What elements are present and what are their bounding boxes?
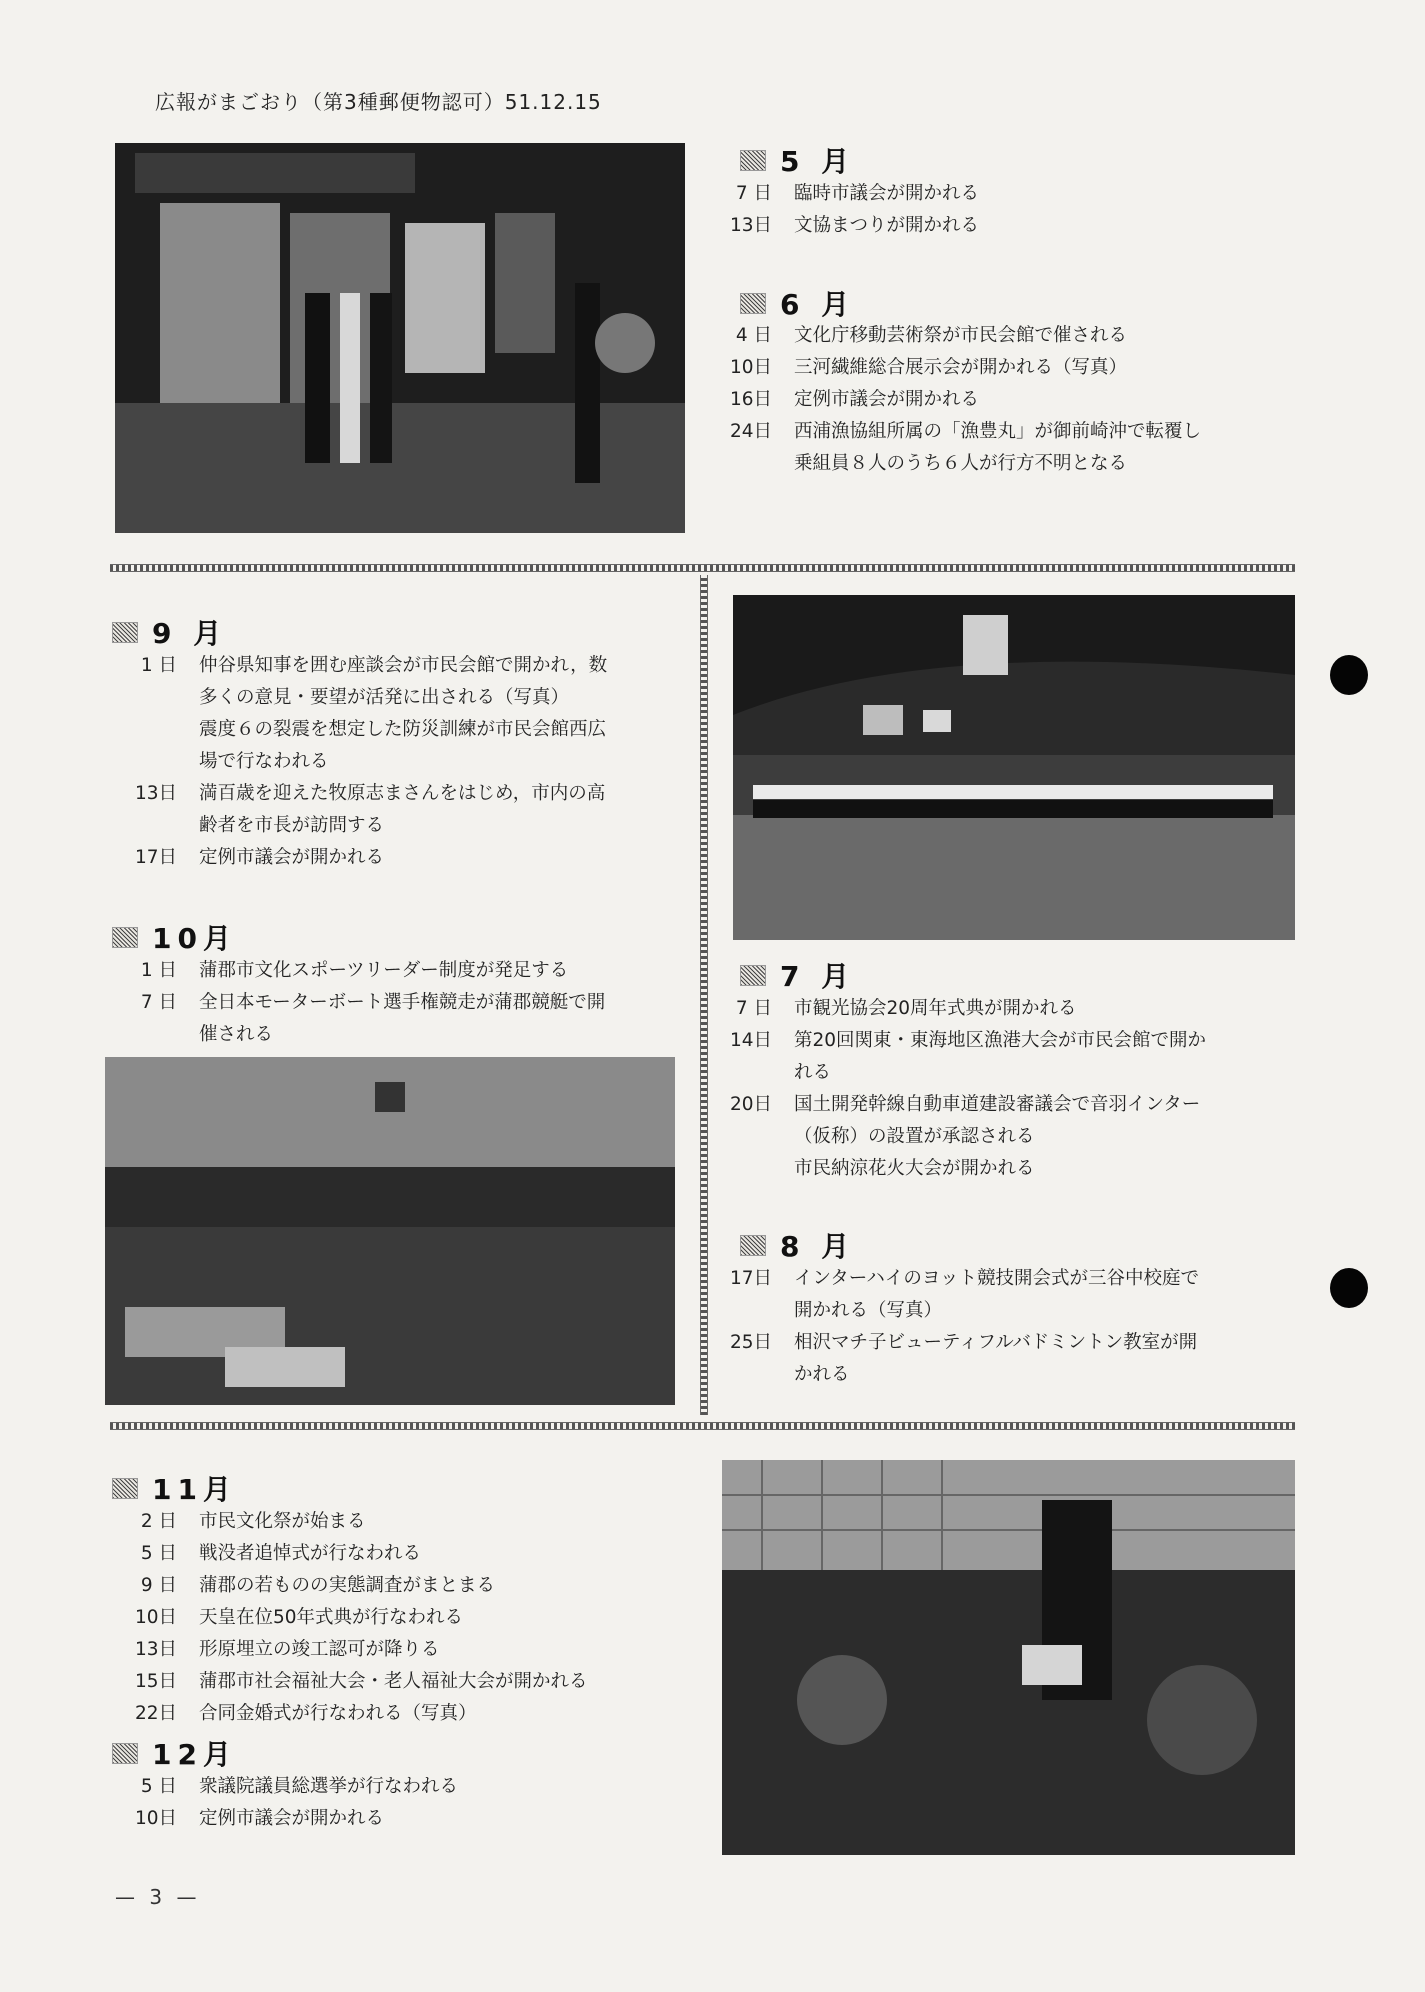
event-row <box>125 778 607 810</box>
event-day: 7 日 <box>735 998 772 1019</box>
month-label: 11月 <box>152 1473 237 1506</box>
event-row <box>720 1359 1199 1391</box>
event-text: 仲谷県知事を囲む座談会が市民会館で開かれ，数 <box>199 655 608 676</box>
event-text: インターハイのヨット競技開会式が三谷中校庭で <box>794 1268 1199 1289</box>
event-text: 相沢マチ子ビューティフルバドミントン教室が開 <box>794 1332 1198 1353</box>
month-marker <box>112 622 138 643</box>
event-text: 市民納涼花火大会が開かれる <box>794 1158 1035 1179</box>
event-row <box>125 1019 605 1051</box>
event-row <box>125 1570 588 1602</box>
event-row <box>720 320 1201 352</box>
event-text: 催される <box>199 1024 274 1045</box>
event-row <box>720 1025 1206 1057</box>
event-row <box>125 955 605 987</box>
event-day: 13日 <box>134 783 177 804</box>
event-day <box>720 1121 772 1153</box>
event-day: 16日 <box>729 389 772 410</box>
event-day: 13日 <box>134 1639 177 1660</box>
events-june <box>720 320 1201 480</box>
event-row <box>125 1666 588 1698</box>
event-day: 5 日 <box>140 1543 177 1564</box>
event-day: 22日 <box>134 1703 177 1724</box>
event-text: 形原埋立の竣工認可が降りる <box>199 1639 440 1660</box>
event-day <box>125 714 177 746</box>
event-row <box>720 1295 1199 1327</box>
event-text: 天皇在位50年式典が行なわれる <box>199 1607 464 1628</box>
event-text: 全日本モーターボート選手権競走が蒲郡競艇で開 <box>199 992 606 1013</box>
event-row <box>720 1263 1199 1295</box>
event-text: 震度６の裂震を想定した防災訓練が市民会館西広 <box>199 719 607 740</box>
month-heading-october <box>112 917 237 957</box>
event-text: 市民文化祭が始まる <box>199 1511 366 1532</box>
event-row <box>720 1057 1206 1089</box>
event-text: かれる <box>794 1364 850 1385</box>
event-text: 国土開発幹線自動車道建設審議会で音羽インター <box>794 1094 1201 1115</box>
event-day: 1 日 <box>140 960 177 981</box>
event-day: 4 日 <box>735 325 772 346</box>
photo-sports-parade <box>733 595 1295 940</box>
event-text: 戦没者追悼式が行なわれる <box>199 1543 422 1564</box>
event-row <box>720 384 1201 416</box>
month-heading-september <box>112 612 227 652</box>
event-day: 15日 <box>134 1671 177 1692</box>
event-day: 14日 <box>729 1030 772 1051</box>
event-text: 場で行なわれる <box>199 751 329 772</box>
event-text: 齢者を市長が訪問する <box>199 815 385 836</box>
event-day: 17日 <box>729 1268 772 1289</box>
event-row <box>125 810 607 842</box>
event-row <box>125 1602 588 1634</box>
month-heading-july <box>740 955 855 995</box>
photo-governor-meeting <box>105 1057 675 1405</box>
vertical-divider <box>700 575 708 1415</box>
event-text: 西浦漁協組所属の「漁豊丸」が御前崎沖で転覆し <box>794 421 1202 442</box>
event-day <box>720 1359 772 1391</box>
event-row <box>125 1771 458 1803</box>
month-heading-august <box>740 1225 855 1265</box>
event-day <box>125 746 177 778</box>
month-label: 8 月 <box>780 1230 856 1263</box>
event-text: 満百歳を迎えた牧原志まさんをはじめ，市内の高 <box>199 783 606 804</box>
event-row <box>720 178 979 210</box>
event-row <box>125 1634 588 1666</box>
events-july <box>720 993 1206 1185</box>
publication-header: 広報がまごおり（第3種郵便物認可）51.12.15 <box>155 90 602 114</box>
event-day: 24日 <box>729 421 772 442</box>
event-text: 定例市議会が開かれる <box>794 389 980 410</box>
event-text: 第20回関東・東海地区漁港大会が市民会館で開か <box>794 1030 1207 1051</box>
event-day: 25日 <box>729 1332 772 1353</box>
event-text: 定例市議会が開かれる <box>199 1808 385 1829</box>
events-november <box>125 1506 588 1730</box>
month-heading-december <box>112 1733 237 1773</box>
event-text: れる <box>794 1062 832 1083</box>
event-day <box>125 810 177 842</box>
event-day: 2 日 <box>140 1511 177 1532</box>
event-row <box>125 714 607 746</box>
event-day: 20日 <box>729 1094 772 1115</box>
event-day <box>720 1057 772 1089</box>
events-september <box>125 650 607 874</box>
event-text: 乗組員８人のうち６人が行方不明となる <box>794 453 1128 474</box>
month-label: 9 月 <box>152 617 228 650</box>
events-october <box>125 955 605 1051</box>
month-marker <box>740 150 766 171</box>
event-row <box>720 352 1201 384</box>
event-text: 市観光協会20周年式典が開かれる <box>794 998 1077 1019</box>
month-marker <box>740 965 766 986</box>
event-row <box>720 210 979 242</box>
month-label: 7 月 <box>780 960 856 993</box>
event-day: 10日 <box>134 1607 177 1628</box>
event-text: 文協まつりが開かれる <box>794 215 980 236</box>
month-marker <box>112 1743 138 1764</box>
event-text: 蒲郡市文化スポーツリーダー制度が発足する <box>199 960 569 981</box>
event-row <box>720 993 1206 1025</box>
event-row <box>125 650 607 682</box>
event-text: 合同金婚式が行なわれる（写真） <box>199 1703 477 1724</box>
event-row <box>720 1327 1199 1359</box>
event-day: 9 日 <box>140 1575 177 1596</box>
event-day <box>125 682 177 714</box>
events-december <box>125 1771 458 1835</box>
event-row <box>720 448 1201 480</box>
photo-golden-wedding <box>722 1460 1295 1855</box>
month-label: 6 月 <box>780 288 856 321</box>
event-row <box>125 682 607 714</box>
month-marker <box>112 1478 138 1499</box>
month-label: 12月 <box>152 1738 237 1771</box>
event-day <box>125 1019 177 1051</box>
events-may <box>720 178 979 242</box>
event-text: 蒲郡の若ものの実態調査がまとまる <box>199 1575 496 1596</box>
month-heading-november <box>112 1468 237 1508</box>
month-marker <box>740 293 766 314</box>
event-row <box>125 1506 588 1538</box>
event-text: 蒲郡市社会福祉大会・老人福祉大会が開かれる <box>199 1671 588 1692</box>
event-day: 17日 <box>134 847 177 868</box>
event-row <box>125 746 607 778</box>
event-day: 1 日 <box>140 655 177 676</box>
month-heading-june <box>740 283 855 323</box>
horizontal-divider-top <box>110 564 1295 572</box>
event-text: 開かれる（写真） <box>794 1300 943 1321</box>
event-row <box>720 1121 1206 1153</box>
event-row <box>720 1089 1206 1121</box>
event-day <box>720 1153 772 1185</box>
photo-textile-exhibition <box>115 143 685 533</box>
event-row <box>720 416 1201 448</box>
event-day <box>720 1295 772 1327</box>
page-number: — 3 — <box>115 1885 201 1909</box>
event-day: 7 日 <box>735 183 772 204</box>
event-day: 13日 <box>729 215 772 236</box>
month-marker <box>112 927 138 948</box>
event-text: 三河繊維総合展示会が開かれる（写真） <box>794 357 1128 378</box>
event-day: 10日 <box>729 357 772 378</box>
event-row <box>125 1803 458 1835</box>
event-row <box>125 987 605 1019</box>
event-row <box>125 1538 588 1570</box>
month-marker <box>740 1235 766 1256</box>
events-august <box>720 1263 1199 1391</box>
event-row <box>125 1698 588 1730</box>
event-text: （仮称）の設置が承認される <box>794 1126 1035 1147</box>
event-text: 多くの意見・要望が活発に出される（写真） <box>199 687 570 708</box>
horizontal-divider-bottom <box>110 1422 1295 1430</box>
event-row <box>125 842 607 874</box>
event-text: 定例市議会が開かれる <box>199 847 385 868</box>
event-row <box>720 1153 1206 1185</box>
event-text: 衆議院議員総選挙が行なわれる <box>199 1776 459 1797</box>
event-text: 臨時市議会が開かれる <box>794 183 980 204</box>
event-text: 文化庁移動芸術祭が市民会館で催される <box>794 325 1128 346</box>
event-day <box>720 448 772 480</box>
event-day: 7 日 <box>140 992 177 1013</box>
month-heading-may <box>740 140 855 180</box>
month-label: 5 月 <box>780 145 856 178</box>
event-day: 5 日 <box>140 1776 177 1797</box>
event-day: 10日 <box>134 1808 177 1829</box>
month-label: 10月 <box>152 922 237 955</box>
punch-hole-mark-upper <box>1330 655 1368 695</box>
punch-hole-mark-lower <box>1330 1268 1368 1308</box>
